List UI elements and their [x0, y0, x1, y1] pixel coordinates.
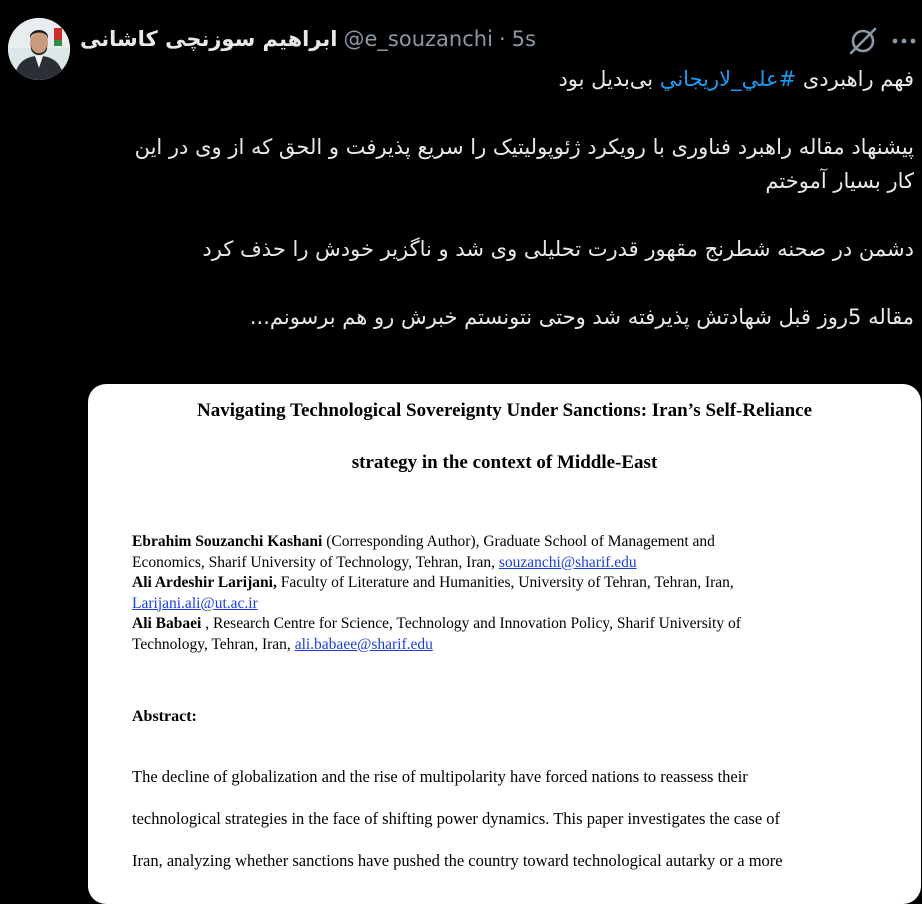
tweet-paragraph-3: دشمن در صحنه شطرنج مقهور قدرت تحلیلی وی شد و ناگزیر خودش را حذف کرد: [202, 237, 914, 261]
author-3-cont: [132, 635, 872, 656]
author-3-affiliation: , Research Centre for Science, Technology and Innovation Policy, Sharif University of: [201, 615, 741, 632]
paper-authors: [132, 532, 872, 655]
timestamp[interactable]: 5s: [511, 27, 536, 51]
separator-dot: ·: [498, 27, 506, 51]
user-handle[interactable]: @e_souzanchi: [343, 27, 493, 51]
author-2-affiliation: Faculty of Literature and Humanities, University of Tehran, Tehran, Iran,: [276, 574, 734, 591]
author-1: [132, 532, 872, 553]
tweet-text: [84, 62, 914, 334]
author-3: [132, 614, 872, 635]
hashtag-link[interactable]: #علي_لاريجاني: [659, 67, 797, 91]
abstract-line-1: The decline of globalization and the rise of multipolarity have forced nations to reassess their: [132, 767, 748, 786]
avatar[interactable]: [8, 18, 70, 80]
attached-paper-image[interactable]: [88, 384, 921, 904]
author-1-email: souzanchi@sharif.edu: [498, 553, 637, 571]
author-3-affiliation-2: Technology, Tehran, Iran,: [132, 635, 295, 653]
tweet-header: [80, 24, 536, 54]
abstract-line-3: Iran, analyzing whether sanctions have pushed the country toward technological autarky or a more: [132, 851, 783, 870]
author-2-email: Larijani.ali@ut.ac.ir: [132, 594, 258, 612]
author-2-cont: [132, 594, 872, 615]
tweet-paragraph-2-line-2: کار بسیار آموختم: [765, 169, 914, 193]
author-2: [132, 573, 872, 594]
grok-slash-circle-icon[interactable]: [846, 24, 880, 58]
author-1-affiliation-2: Economics, Sharif University of Technology, Tehran, Iran,: [132, 553, 499, 571]
display-name[interactable]: ابراهیم سوزنچی کاشانی: [80, 27, 338, 51]
tweet-line-1-end: بی‌بدیل بود: [558, 67, 660, 91]
author-3-email: ali.babaee@sharif.edu: [294, 635, 433, 653]
author-1-name: Ebrahim Souzanchi Kashani: [132, 533, 323, 550]
user-avatar-photo-icon: [8, 18, 70, 80]
tweet-paragraph-4: مقاله 5روز قبل شهادتش پذیرفته شد وحتی نتونستم خبرش رو هم برسونم...: [249, 305, 914, 329]
tweet-line-1: [84, 62, 914, 96]
author-1-affiliation: (Corresponding Author), Graduate School of Management and: [322, 533, 715, 550]
tweet-paragraph-2-line-1: پیشنهاد مقاله راهبرد فناوری با رویکرد ژئوپولیتیک را سریع پذیرفت و الحق که از وی در این: [134, 135, 914, 159]
abstract-heading: Abstract:: [132, 708, 197, 725]
author-3-name: Ali Babaei: [132, 615, 202, 632]
tweet-line-1-start: فهم راهبردی: [796, 67, 914, 91]
abstract-line-2: technological strategies in the face of shifting power dynamics. This paper investigates the case of: [132, 809, 781, 828]
paper-title-line-1: Navigating Technological Sovereignty Under Sanctions: Iran’s Self-Reliance: [196, 400, 813, 421]
author-2-name: Ali Ardeshir Larijani,: [132, 574, 277, 591]
more-dots-icon[interactable]: [890, 27, 918, 55]
author-1-cont: [132, 553, 872, 574]
paper-title-line-2: strategy in the context of Middle-East: [351, 452, 658, 473]
abstract-body: [132, 756, 892, 882]
